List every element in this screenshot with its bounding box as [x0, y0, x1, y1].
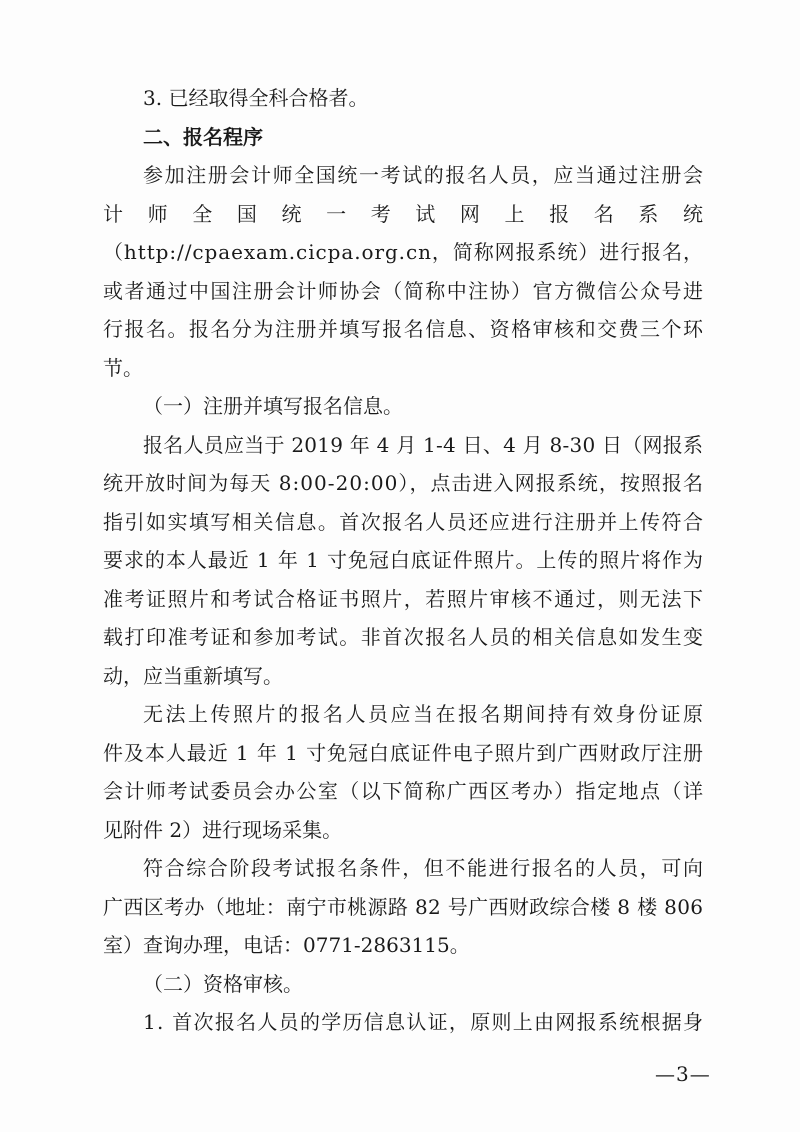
- section-heading: 二、报名程序: [143, 124, 263, 149]
- paragraph-line: 广西区考办（地址：南宁市桃源路 82 号广西财政综合楼 8 楼 806: [103, 894, 704, 919]
- paragraph-line: 1. 首次报名人员的学历信息认证，原则上由网报系统根据身: [143, 1010, 705, 1034]
- paragraph-line: 室）查询办理，电话：0771-2863115。: [103, 933, 470, 957]
- paragraph-line: 准考证照片和考试合格证书照片，若照片审核不通过，则无法下: [103, 586, 705, 611]
- paragraph-line: 见附件 2）进行现场采集。: [103, 817, 343, 842]
- paragraph-line: 统开放时间为每天 8:00-20:00），点击进入网报系统，按照报名: [103, 471, 705, 495]
- paragraph-line: 件及本人最近 1 年 1 寸免冠白底证件电子照片到广西财政厅注册: [103, 740, 704, 765]
- paragraph-line: 动，应当重新填写。: [103, 663, 283, 688]
- paragraph-line: 或者通过中国注册会计师协会（简称中注协）官方微信公众号进: [103, 278, 705, 303]
- paragraph-line: 无法上传照片的报名人员应当在报名期间持有效身份证原: [143, 702, 706, 726]
- paragraph-line: 载打印准考证和参加考试。非首次报名人员的相关信息如发生变: [103, 625, 705, 649]
- paragraph-line: 指引如实填写相关信息。首次报名人员还应进行注册并上传符合: [103, 509, 705, 534]
- subsection-heading: （二）资格审核。: [143, 971, 303, 996]
- paragraph-line: 符合综合阶段考试报名条件，但不能进行报名的人员，可向: [143, 856, 705, 880]
- paragraph-line: （http://cpaexam.cicpa.org.cn，简称网报系统）进行报名，: [103, 240, 704, 264]
- subsection-heading: （一）注册并填写报名信息。: [143, 394, 403, 418]
- paragraph-line: 节。: [103, 355, 143, 380]
- paragraph-line: 报名人员应当于 2019 年 4 月 1-4 日、4 月 8-30 日（网报系: [143, 432, 704, 457]
- list-item: 3. 已经取得全科合格者。: [143, 86, 369, 110]
- paragraph-line: 会计师考试委员会办公室（以下简称广西区考办）指定地点（详: [103, 779, 705, 803]
- paragraph-line: 要求的本人最近 1 年 1 寸免冠白底证件照片。上传的照片将作为: [103, 548, 704, 572]
- page-number: —3—: [655, 1062, 711, 1086]
- paragraph-line: 行报名。报名分为注册并填写报名信息、资格审核和交费三个环: [103, 317, 705, 341]
- paragraph-line: 计 师 全 国 统 一 考 试 网 上 报 名 系 统: [103, 201, 713, 226]
- paragraph-line: 参加注册会计师全国统一考试的报名人员，应当通过注册会: [143, 163, 705, 187]
